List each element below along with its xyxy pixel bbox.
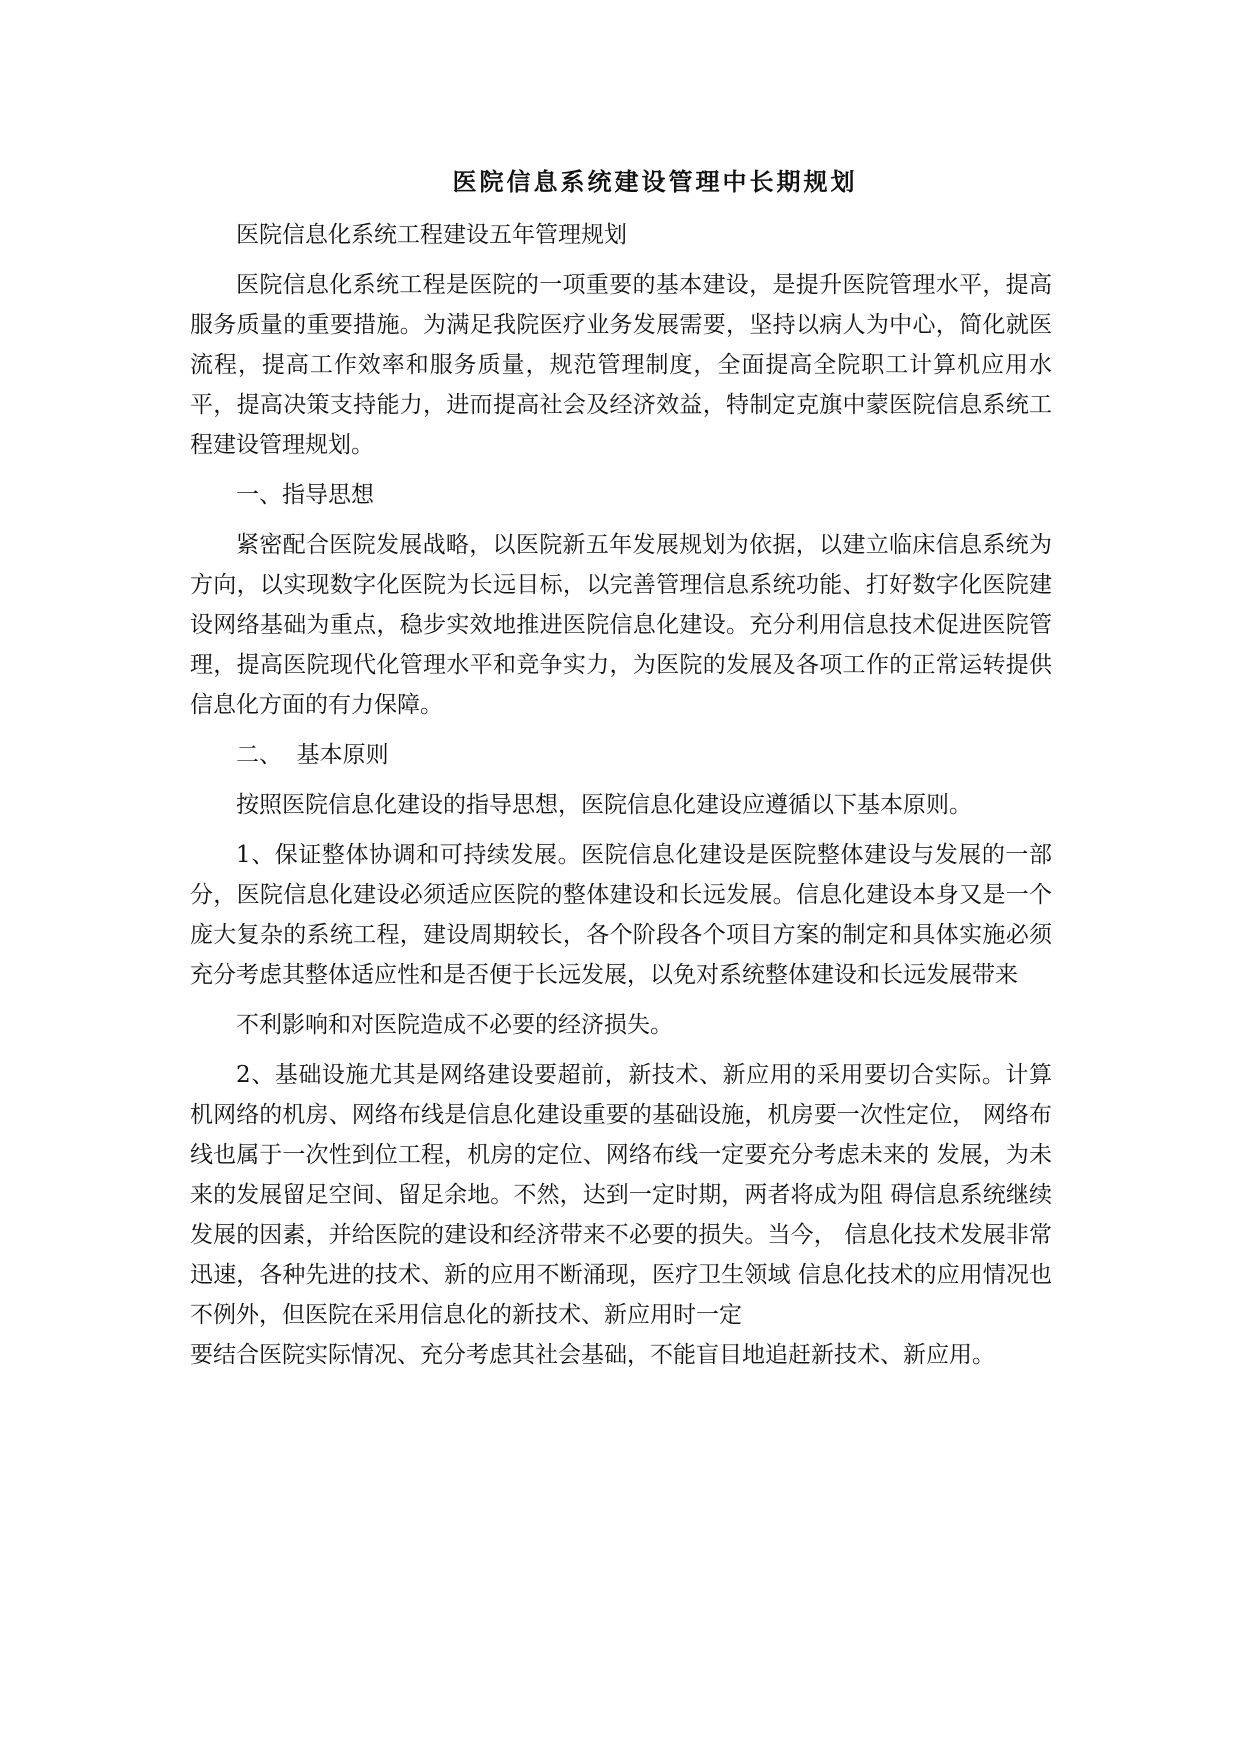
principle-2-continuation: 要结合医院实际情况、充分考虑其社会基础，不能盲目地追赶新技术、新应用。 bbox=[190, 1342, 995, 1368]
principles-intro-paragraph: 按照医院信息化建设的指导思想，医院信息化建设应遵循以下基本原则。 bbox=[236, 792, 972, 818]
intro-paragraph: 医院信息化系统工程是医院的一项重要的基本建设，是提升医院管理水平，提高服务质量的重要措施。为满足我院医疗业务发展需要，坚持以病人为中心，简化就医流程，提高工作效率和服务质量，规范管理制度，全面提高全院职工计算机应用水平，提高决策支持能力，进而提高社会及经济效益，特制定克旗中蒙医院信息系统工程建设管理规划。 bbox=[190, 272, 1052, 458]
subtitle-paragraph: 医院信息化系统工程建设五年管理规划 bbox=[236, 222, 627, 248]
guiding-ideology-paragraph: 紧密配合医院发展战略，以医院新五年发展规划为依据，以建立临床信息系统为方向，以实现数字化医院为长远目标，以完善管理信息系统功能、打好数字化医院建设网络基础为重点，稳步实效地推进医院信息化建设。充分利用信息技术促进医院管理，提高医院现代化管理水平和竞争实力，为医院的发展及各项工作的正常运转提供信息化方面的有力保障。 bbox=[190, 532, 1052, 718]
section-heading-guiding-ideology: 一、指导思想 bbox=[236, 482, 374, 508]
principle-1-paragraph: 1、保证整体协调和可持续发展。医院信息化建设是医院整体建设与发展的一部分，医院信息化建设必须适应医院的整体建设和长远发展。信息化建设本身又是一个庞大复杂的系统工程，建设周期较长，各个阶段各个项目方案的制定和具体实施必须充分考虑其整体适应性和是否便于长远发展，以免对系统整体建设和长远发展带来 bbox=[190, 842, 1052, 988]
document-body bbox=[190, 215, 1052, 1385]
principle-1-continuation: 不利影响和对医院造成不必要的经济损失。 bbox=[236, 1012, 673, 1038]
principle-2-paragraph: 2、基础设施尤其是网络建设要超前，新技术、新应用的采用要切合实际。计算机网络的机房、网络布线是信息化建设重要的基础设施，机房要一次性定位， 网络布线也属于一次性到位工程，机房的定位、网络布线一定要充分考虑未来的 发展，为未来的发展留足空间、留足余地。不然，达到一定时期，两者将成为阻 碍信息系统继续发展的因素，并给医院的建设和经济带来不必要的损失。当今， 信息化技术发展非常迅速，各种先进的技术、新的应用不断涌现，医疗卫生领域 信息化技术的应用情况也不例外，但医院在采用信息化的新技术、新应用时一定 bbox=[190, 1062, 1052, 1328]
section-heading-basic-principles: 二、 基本原则 bbox=[236, 742, 389, 768]
document-title: 医院信息系统建设管理中长期规划 bbox=[452, 168, 858, 196]
